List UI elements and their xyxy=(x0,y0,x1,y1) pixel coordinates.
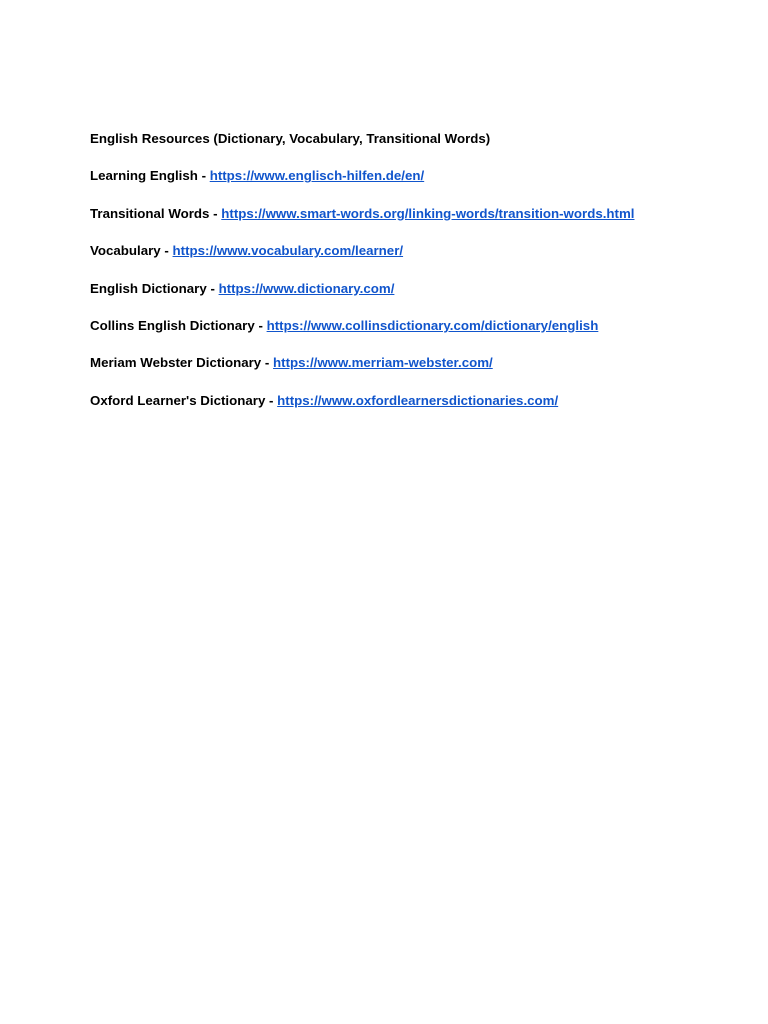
resource-label: Oxford Learner's Dictionary xyxy=(90,392,266,408)
resource-link[interactable]: https://www.merriam-webster.com/ xyxy=(273,355,493,371)
resource-separator: - xyxy=(206,280,219,296)
resource-item-collins-dictionary xyxy=(90,316,730,336)
resource-link[interactable]: https://www.smart-words.org/linking-words/transition-words.html xyxy=(221,205,635,221)
resource-label: Vocabulary xyxy=(90,243,161,259)
resource-item-learning-english xyxy=(90,166,730,186)
resource-separator: - xyxy=(209,205,222,221)
resource-separator: - xyxy=(265,392,278,408)
resource-item-english-dictionary xyxy=(90,279,730,299)
document-body xyxy=(90,129,730,428)
resource-link[interactable]: https://www.dictionary.com/ xyxy=(218,280,395,296)
resource-item-vocabulary xyxy=(90,241,730,261)
resource-label: Meriam Webster Dictionary xyxy=(90,355,262,371)
resource-separator: - xyxy=(254,317,267,333)
document-title: English Resources (Dictionary, Vocabulary, Transitional Words) xyxy=(90,131,491,146)
resource-link[interactable]: https://www.vocabulary.com/learner/ xyxy=(172,243,404,259)
resource-item-oxford-learners xyxy=(90,391,730,411)
resource-separator: - xyxy=(160,243,173,259)
resource-label: Transitional Words xyxy=(90,205,210,221)
resource-separator: - xyxy=(197,168,210,184)
resource-link[interactable]: https://www.oxfordlearnersdictionaries.com/ xyxy=(277,392,559,408)
resource-link[interactable]: https://www.englisch-hilfen.de/en/ xyxy=(209,168,425,184)
resource-label: English Dictionary xyxy=(90,280,207,296)
resource-label: Learning English xyxy=(90,168,198,184)
resource-separator: - xyxy=(261,355,274,371)
resource-label: Collins English Dictionary xyxy=(90,317,255,333)
resource-item-transitional-words xyxy=(90,204,730,224)
resource-link[interactable]: https://www.collinsdictionary.com/dictionary/english xyxy=(266,317,599,333)
resource-item-merriam-webster xyxy=(90,353,730,373)
